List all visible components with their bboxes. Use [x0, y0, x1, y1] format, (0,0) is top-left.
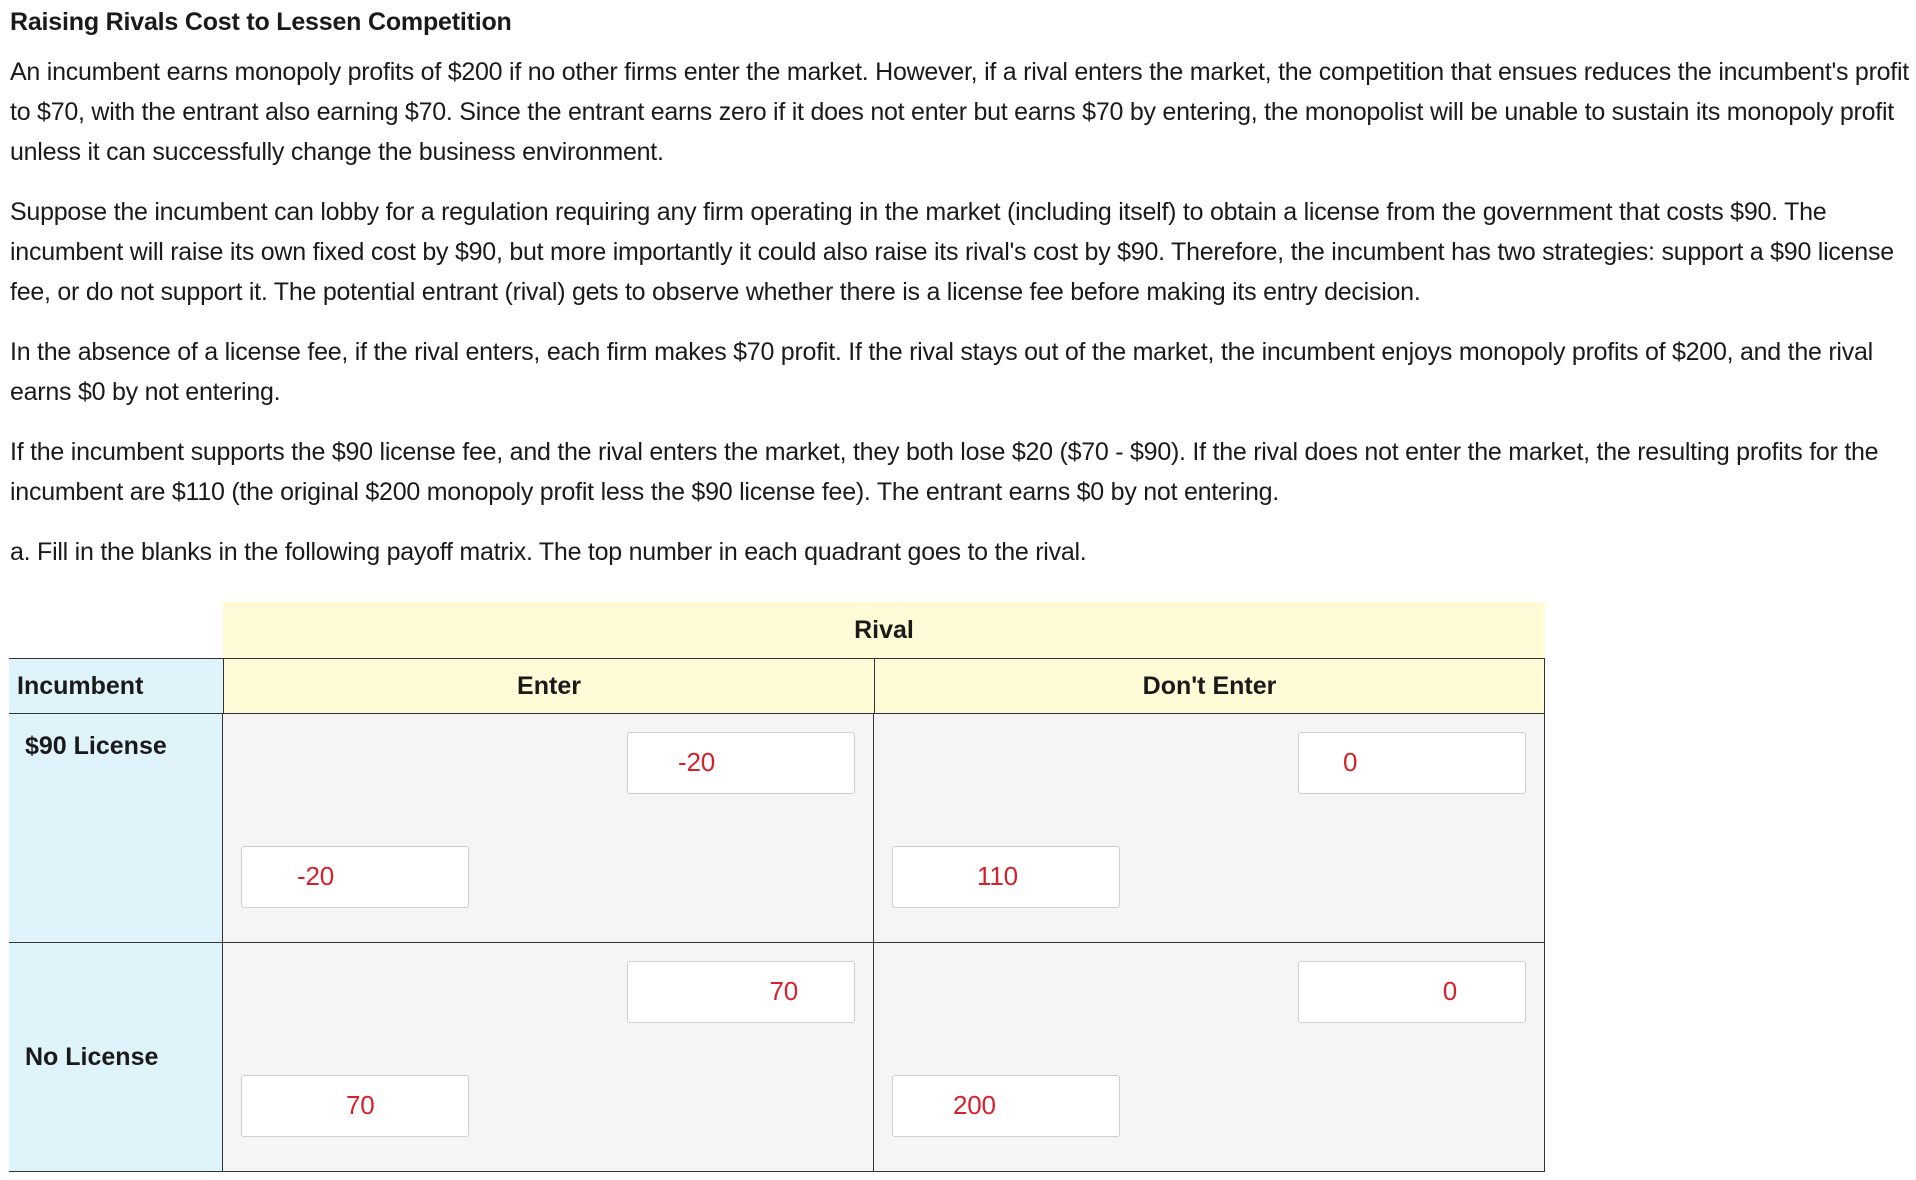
rival-payoff-input-no-license-enter[interactable]: 70: [627, 961, 855, 1023]
cell-no-license-enter: [223, 943, 874, 1172]
incumbent-payoff-input-license-dont-enter[interactable]: 110: [892, 846, 1120, 908]
incumbent-header: Incumbent: [9, 658, 223, 714]
incumbent-payoff-input-no-license-dont-enter[interactable]: 200: [892, 1075, 1120, 1137]
paragraph-3: In the absence of a license fee, if the rival enters, each firm makes $70 profit. If the rival stays out of the market, the incumbent enjoys monopoly profits of $200, and the rival earns $0 by not entering.: [10, 338, 1873, 406]
row-label-no-license: No License: [9, 943, 223, 1172]
question-a: a. Fill in the blanks in the following payoff matrix. The top number in each quadrant goes to the rival.: [10, 538, 1087, 566]
column-header-enter: Enter: [223, 658, 874, 714]
paragraph-2: Suppose the incumbent can lobby for a regulation requiring any firm operating in the market (including itself) to obtain a license from the government that costs $90. The incumbent will raise its own fixed cost by $90, but more importantly it could also raise its rival's cost by $90. Therefore, the incumbent has two strategies: support a $90 license fee, or do not support it. The potential entrant (rival) gets to observe whether there is a license fee before making its entry decision.: [10, 198, 1894, 306]
incumbent-payoff-input-license-enter[interactable]: -20: [241, 846, 469, 908]
rival-payoff-input-no-license-dont-enter[interactable]: 0: [1298, 961, 1526, 1023]
cell-license-dont-enter: [874, 714, 1545, 943]
problem-title: Raising Rivals Cost to Lessen Competition: [10, 8, 512, 36]
payoff-matrix: [9, 602, 1545, 1176]
cell-license-enter: [223, 714, 874, 943]
rival-payoff-input-license-enter[interactable]: -20: [627, 732, 855, 794]
column-header-dont-enter: Don't Enter: [874, 658, 1545, 714]
paragraph-1: An incumbent earns monopoly profits of $200 if no other firms enter the market. However, if a rival enters the market, the competition that ensues reduces the incumbent's profit to $70, with the entrant also earning $70. Since the entrant earns zero if it does not enter but earns $70 by entering, the monopolist will be unable to sustain its monopoly profit unless it can successfully change the business environment.: [10, 58, 1909, 166]
cell-no-license-dont-enter: [874, 943, 1545, 1172]
row-label-license: $90 License: [9, 714, 223, 943]
paragraph-4: If the incumbent supports the $90 license fee, and the rival enters the market, they both lose $20 ($70 - $90). If the rival does not enter the market, the resulting profits for the incumbent are $110 (the original $200 monopoly profit less the $90 license fee). The entrant earns $0 by not entering.: [10, 438, 1879, 506]
incumbent-payoff-input-no-license-enter[interactable]: 70: [241, 1075, 469, 1137]
rival-payoff-input-license-dont-enter[interactable]: 0: [1298, 732, 1526, 794]
problem-text: [10, 0, 1910, 572]
rival-header: Rival: [223, 602, 1545, 658]
